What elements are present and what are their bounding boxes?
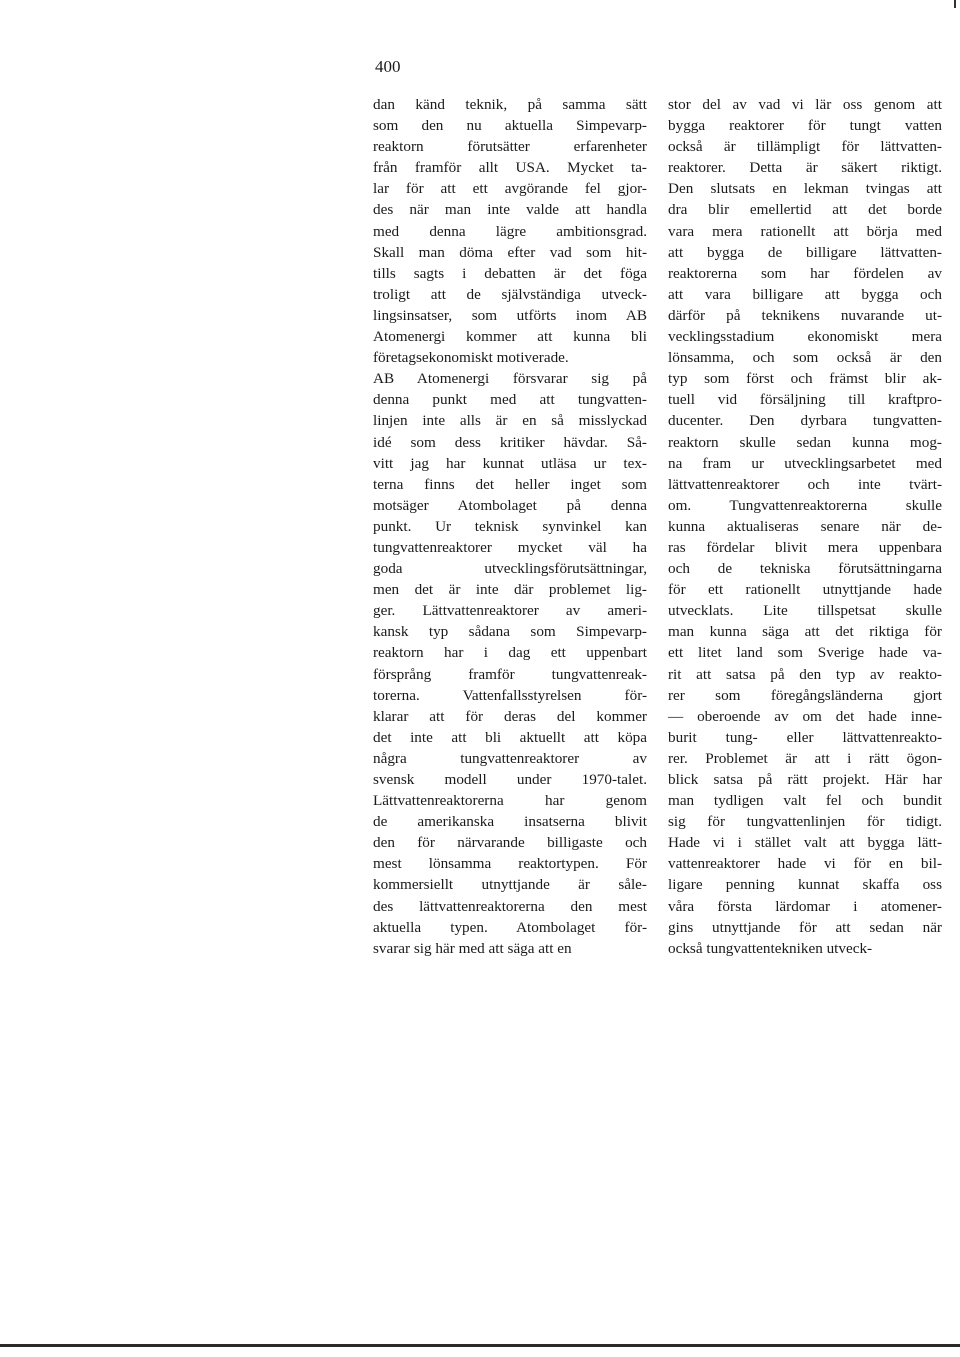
text-line: man kunna säga att det riktiga för (668, 623, 942, 641)
text-line: des lättvattenreaktorerna den mest (373, 897, 647, 915)
text-line: med denna lägre ambitionsgrad. (373, 222, 647, 240)
text-line: vara mera rationellt att börja med (668, 222, 942, 240)
text-line: burit tung- eller lättvattenreakto- (668, 728, 942, 746)
right-text-column (668, 94, 942, 959)
text-line: mest lönsamma reaktortypen. För (373, 855, 647, 873)
page-edge-mark (954, 0, 956, 8)
text-line: ett litet land som Sverige hade va- (668, 644, 942, 662)
text-line: blick satsa på rätt projekt. Här har (668, 771, 942, 788)
text-line: svensk modell under 1970-talet. (373, 771, 647, 788)
text-line: de amerikanska insatserna blivit (373, 813, 647, 831)
text-line: stor del av vad vi lär oss genom att (668, 96, 942, 113)
text-line: reaktorerna som har fördelen av (668, 264, 942, 282)
text-line: na fram ur utvecklingsarbetet med (668, 454, 942, 472)
text-line: därför på teknikens nuvarande ut- (668, 306, 942, 324)
text-line: torerna. Vattenfallsstyrelsen för- (373, 686, 647, 704)
text-line: Skall man döma efter vad som hit- (373, 243, 647, 261)
text-line: rer. Problemet är att i rätt ögon- (668, 749, 942, 767)
text-line: lönsamma, och som också är den (668, 349, 942, 367)
text-line: punkt. Ur teknisk synvinkel kan (373, 517, 647, 535)
text-line: försprång framför tungvattenreak- (373, 665, 647, 683)
text-line: några tungvattenreaktorer av (373, 749, 647, 767)
left-paragraph-2 (373, 368, 647, 959)
text-line: rit att satsa på den typ av reakto- (668, 665, 942, 683)
text-line: man tydligen valt fel och bundit (668, 792, 942, 810)
text-line: rer som föregångsländerna gjort (668, 686, 942, 704)
text-line: idé som dess kritiker hävdar. Så- (373, 433, 647, 451)
text-line: kunna aktualiseras senare när de- (668, 517, 942, 535)
text-line: ras fördelar blivit mera uppenbara (668, 538, 942, 556)
text-line: tungvattenreaktorer mycket väl ha (373, 538, 647, 556)
text-line: typ som först och främst blir ak- (668, 370, 942, 388)
text-line: tills sagts i debatten är det föga (373, 264, 647, 282)
text-line: från framför allt USA. Mycket ta- (373, 159, 647, 177)
text-line: för ett rationellt utnyttjande hade (668, 581, 942, 599)
text-line: och de tekniska förutsättningarna (668, 560, 942, 578)
text-line: företagsekonomiskt motiverade. (373, 349, 569, 367)
text-line: linjen inte alls är en så misslyckad (373, 412, 647, 430)
text-line: dra blir emellertid att det borde (668, 201, 942, 219)
text-line: ger. Lättvattenreaktorer av ameri- (373, 602, 647, 620)
left-text-column (373, 94, 647, 959)
text-line: motsäger Atombolaget på denna (373, 496, 647, 514)
text-line: utvecklats. Lite tillspetsat skulle (668, 602, 942, 620)
text-line: AB Atomenergi försvarar sig på (373, 370, 647, 388)
text-line: reaktorn skulle sedan kunna mog- (668, 433, 942, 451)
text-line: bygga reaktorer för tungt vatten (668, 117, 942, 135)
text-line: lingsinsatser, som utförts inom AB (373, 306, 647, 324)
text-line: vecklingsstadium ekonomiskt mera (668, 328, 942, 346)
text-line: troligt att de självständiga utveck- (373, 285, 647, 303)
text-line: lar för att ett avgörande fel gjor- (373, 180, 647, 198)
text-line: reaktorer. Detta är säkert riktigt. (668, 159, 942, 177)
text-line: kansk typ sådana som Simpevarp- (373, 623, 647, 641)
text-line: Den slutsats en lekman tvingas att (668, 180, 942, 198)
text-line: sig för tungvattenlinjen för tidigt. (668, 813, 942, 831)
text-line: som den nu aktuella Simpevarp- (373, 117, 647, 135)
text-line: vattenreaktorer hade vi för en bil- (668, 855, 942, 873)
text-line: gins utnyttjande för att sedan när (668, 918, 942, 936)
text-line: ligare penning kunnat skaffa oss (668, 876, 942, 894)
left-paragraph-1 (373, 94, 647, 368)
text-line: också tungvattentekniken utveck- (668, 939, 873, 957)
text-line: lättvattenreaktorer och inte tvärt- (668, 475, 942, 493)
text-line: ducenter. Den dyrbara tungvatten- (668, 412, 942, 430)
text-line: klarar att för deras del kommer (373, 707, 647, 725)
text-line: Hade vi i stället valt att bygga lätt- (668, 834, 942, 852)
text-line: tuell vid försäljning till kraftpro- (668, 391, 942, 409)
text-line: Lättvattenreaktorerna har genom (373, 792, 647, 810)
text-line: om. Tungvattenreaktorerna skulle (668, 496, 942, 514)
text-line: reaktorn förutsätter erfarenheter (373, 138, 647, 156)
text-line: goda utvecklingsförutsättningar, (373, 560, 647, 578)
text-line: svarar sig här med att säga att en (373, 939, 572, 957)
text-line: dan känd teknik, på samma sätt (373, 96, 647, 113)
text-line: att vara billigare att bygga och (668, 285, 942, 303)
text-line: terna finns det heller inget som (373, 475, 647, 493)
text-line: denna punkt med att tungvatten- (373, 391, 647, 409)
text-line: vitt jag har kunnat utläsa ur tex- (373, 454, 647, 472)
page-bottom-border (0, 1344, 960, 1347)
text-line: våra första lärdomar i atomener- (668, 897, 942, 915)
text-line: des när man inte valde att handla (373, 201, 647, 219)
text-line: också är tillämpligt för lättvatten- (668, 138, 942, 156)
text-line: aktuella typen. Atombolaget för- (373, 918, 647, 936)
text-line: — oberoende av om det hade inne- (668, 707, 942, 725)
text-line: kommersiellt utnyttjande är såle- (373, 876, 647, 894)
text-line: att bygga de billigare lättvatten- (668, 243, 942, 261)
page-number: 400 (375, 57, 401, 76)
text-line: den för närvarande billigaste och (373, 834, 647, 852)
text-line: Atomenergi kommer att kunna bli (373, 328, 647, 346)
right-paragraph-1 (668, 94, 942, 959)
text-line: det inte att bli aktuellt att köpa (373, 728, 647, 746)
text-line: men det är inte där problemet lig- (373, 581, 647, 599)
text-line: reaktorn har i dag ett uppenbart (373, 644, 647, 662)
